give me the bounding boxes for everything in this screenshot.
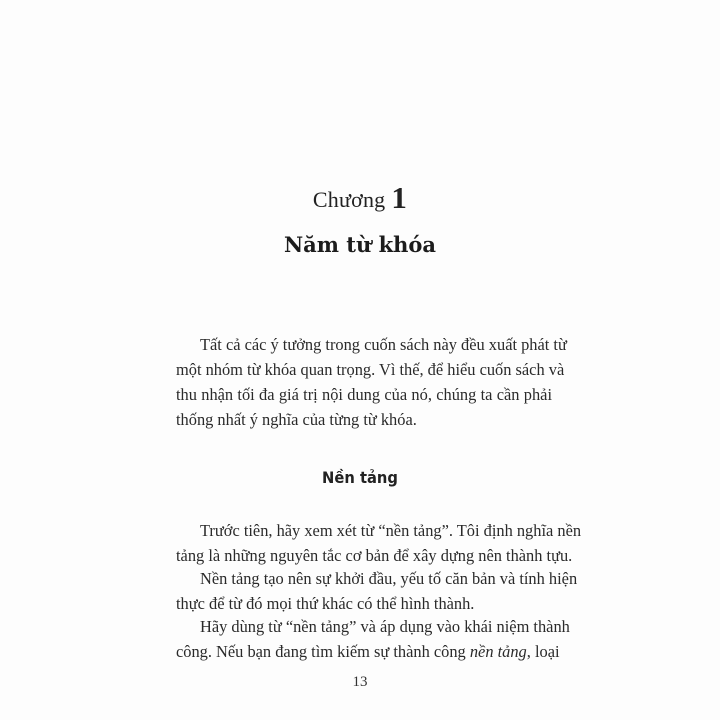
intro-paragraph	[176, 332, 567, 432]
chapter-word: Chương	[312, 187, 386, 212]
page-number: 13	[352, 674, 368, 690]
paragraph-line: thu nhận tối đa giá trị nội dung của nó, chúng ta cần phải	[176, 385, 552, 404]
paragraph-line: thống nhất ý nghĩa của từng từ khóa.	[176, 410, 417, 429]
body-paragraph-1	[176, 518, 582, 568]
paragraph-line: Trước tiên, hãy xem xét từ “nền tảng”. Tôi định nghĩa nền	[200, 521, 582, 540]
body-paragraph-2	[176, 566, 578, 616]
chapter-title: Năm từ khóa	[283, 232, 437, 257]
section-heading: Nền tảng	[322, 468, 398, 487]
chapter-number: 1	[391, 180, 408, 215]
chapter-label	[0, 180, 720, 216]
paragraph-line: một nhóm từ khóa quan trọng. Vì thế, để hiểu cuốn sách và	[176, 360, 565, 379]
paragraph-line: Hãy dùng từ “nền tảng” và áp dụng vào khái niệm thành	[200, 617, 570, 636]
italic-term: nền tảng	[469, 642, 527, 661]
paragraph-line	[176, 639, 560, 664]
paragraph-line: thực để từ đó mọi thứ khác có thể hình thành.	[176, 594, 475, 613]
line-text: công. Nếu bạn đang tìm kiếm sự thành công	[176, 642, 470, 661]
paragraph-line: Nền tảng tạo nên sự khởi đầu, yếu tố căn bản và tính hiện	[200, 569, 578, 588]
paragraph-line: Tất cả các ý tưởng trong cuốn sách này đều xuất phát từ	[200, 335, 567, 354]
line-text: , loại	[526, 642, 560, 661]
body-paragraph-3	[176, 614, 570, 664]
paragraph-line: tảng là những nguyên tắc cơ bản để xây dựng nên thành tựu.	[176, 546, 573, 565]
